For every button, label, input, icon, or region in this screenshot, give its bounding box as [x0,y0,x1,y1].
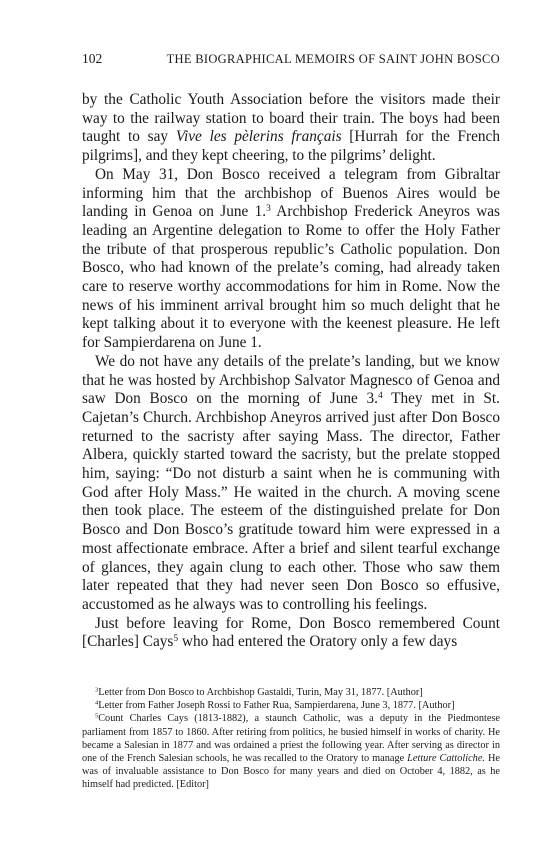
paragraph-3 [82,353,500,615]
paragraph-1-text-a: by the Catholic Youth Association before the visitors made their way to the railway station to board their train. The boys had been taught to say [82,91,500,146]
paragraph-4-text-b: who had entered the Oratory only a few days [178,633,458,651]
footnote-4-marker: 4 [95,699,99,707]
footnote-5-italic-title: Letture Cattoliche. [407,753,485,765]
paragraph-2-text-b: Archbishop Frederick Aneyros was leading an Argentine delegation to Rome to offer the Holy Father the tribute of that prosperous republic’s Catholic population. Don Bosco, who had known of the prelate’s coming, had already taken care to reserve worthy accommodations for him in Rome. Now the news of his imminent arrival brought him so much delight that he kept talking about it to everyone with the keenest pleasure. He left for Sampierdarena on June 1. [82,203,500,352]
paragraph-4-text-a: Just before leaving for Rome, Don Bosco remembered Count [Charles] Cays [82,614,500,651]
footnotes [82,686,500,792]
footnote-ref-4: 4 [377,391,383,402]
footnote-4-text: Letter from Father Joseph Rossi to Father Rua, Sampierdarena, June 3, 1877. [Author] [98,700,455,712]
footnote-5 [82,712,500,791]
footnote-4 [82,699,500,712]
page-number: 102 [82,51,103,66]
paragraph-2 [82,166,500,353]
footnote-5-text-a: Count Charles Cays (1813-1882), a staunch Catholic, was a deputy in the Piedmontese parliament from 1857 to 1860. After retiring from politics, he busied himself in works of charity. He became a Salesian in 1877 and was ordained a priest the following year. After serving as director in one of the French Salesian schools, he was recalled to the Oratory to manage [82,713,500,765]
running-head: THE BIOGRAPHICAL MEMOIRS OF SAINT JOHN BOSCO [166,52,500,66]
footnote-ref-5: 5 [173,634,179,645]
paragraph-1-italic-phrase: Vive les pèlerins français [175,128,342,146]
footnote-3-text: Letter from Don Bosco to Archbishop Gastaldi, Turin, May 31, 1877. [Author] [98,687,423,698]
body-text [82,91,500,652]
paragraph-1 [82,91,500,166]
paragraph-2-text-a: On May 31, Don Bosco received a telegram from Gibraltar informing him that the archbishop of Buenos Aires would be landing in Genoa on June 1. [82,165,500,221]
paragraph-1-text-b: [Hurrah for the French pilgrims], and they kept cheering, to the pilgrims’ delight. [82,128,500,165]
footnote-3-marker: 3 [95,686,99,694]
footnote-5-text-b: He was of invaluable assistance to Don Bosco for many years and died on October 4, 1882, as he himself had predicted. [Editor] [82,753,500,791]
paragraph-3-text-b: They met in St. Cajetan’s Church. Archbishop Aneyros arrived just after Don Bosco returned to the sacristy after saying Mass. The director, Father Albera, quickly started toward the sacristy, but the prelate stopped him, saying: “Do not disturb a saint when he is communing with God after Holy Mass.” He waited in the church. A moving scene then took place. The esteem of the distinguished prelate for Don Bosco and Don Bosco’s gratitude toward him were expressed in a most affectionate embrace. After a brief and silent tearful exchange of glances, they again clung to each other. Those who saw them later repeated that they had never seen Don Bosco so effusive, accustomed as he always was to controlling his feelings. [82,390,501,613]
paragraph-3-text-a: We do not have any details of the prelate’s landing, but we know that he was hosted by Archbishop Salvator Magnesco of Genoa and saw Don Bosco on the morning of June 3. [82,352,500,408]
page-header [82,50,500,68]
footnote-ref-3: 3 [266,204,271,215]
paragraph-4 [82,615,500,652]
footnote-3 [82,686,500,699]
footnote-5-marker: 5 [95,712,99,720]
